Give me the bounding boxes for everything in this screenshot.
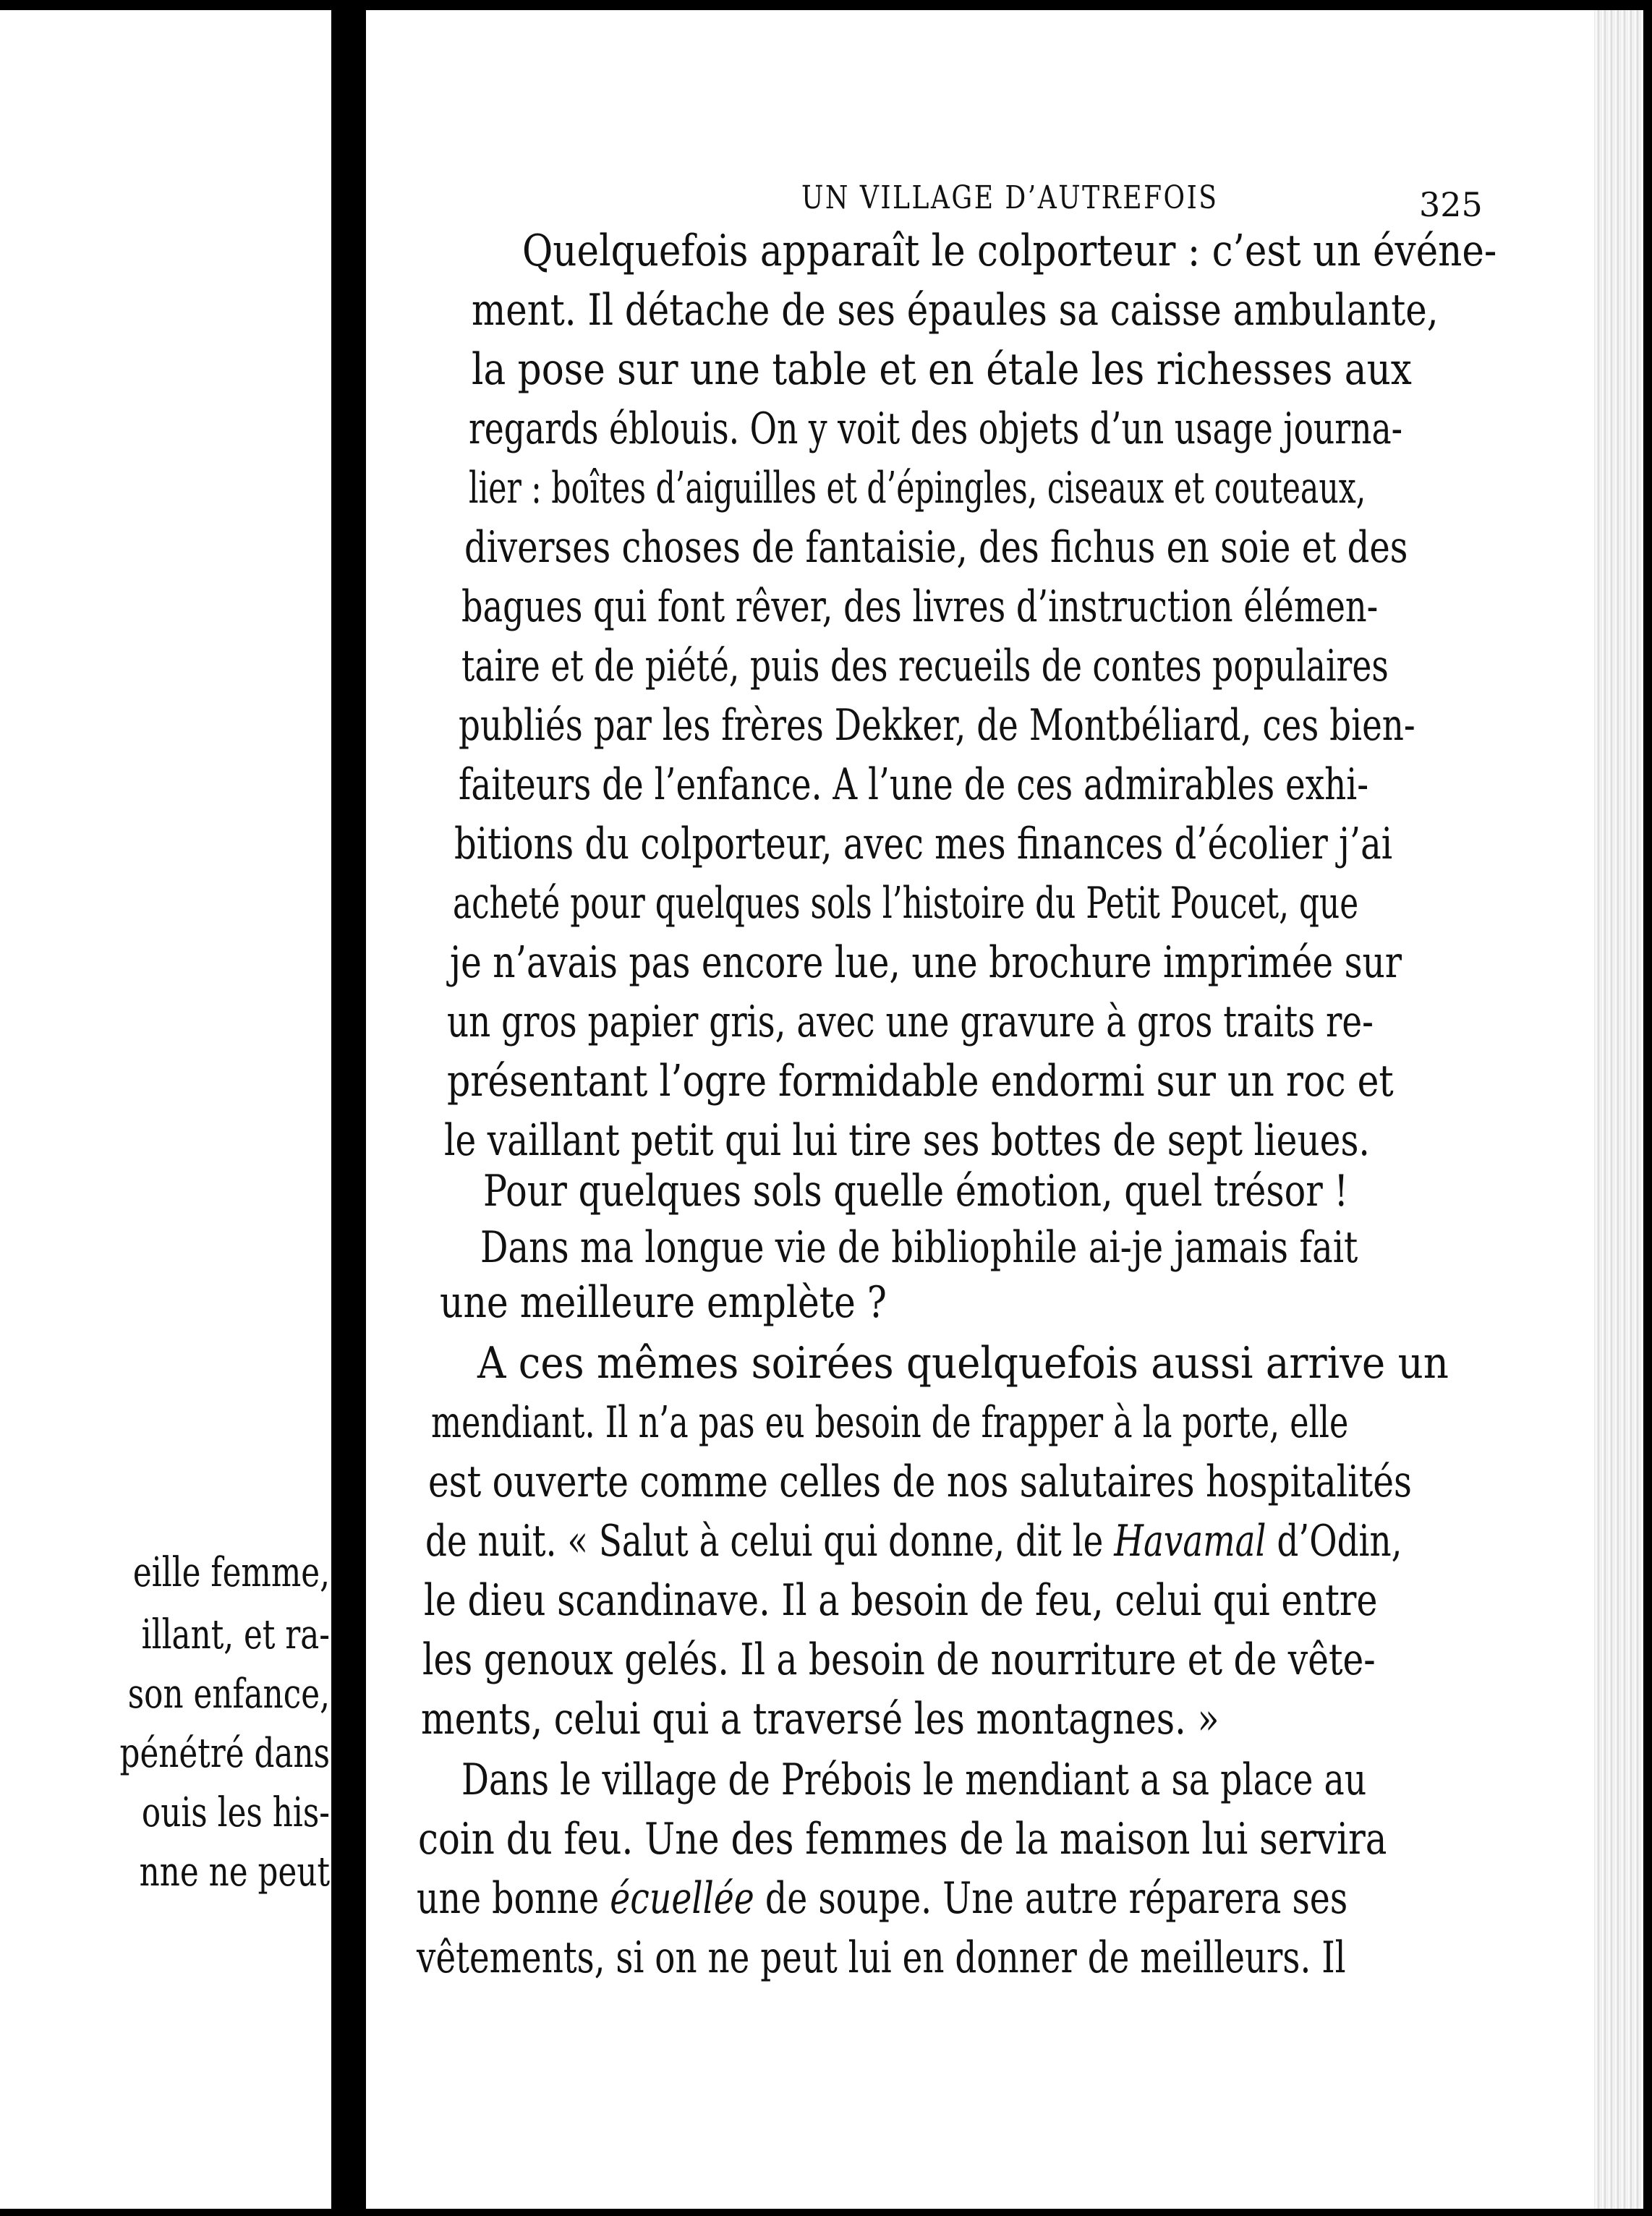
body-line: publiés par les frères Dekker, de Montbéliard, ces bien- — [459, 700, 1415, 751]
body-line: diverses choses de fantaisie, des fichus en soie et des — [464, 522, 1408, 573]
left-page-line: nne ne peut — [139, 1849, 330, 1896]
body-line: bagues qui font rêver, des livres d’instruction élémen- — [461, 581, 1379, 632]
body-line: lier : boîtes d’aiguilles et d’épingles, ciseaux et couteaux, — [469, 463, 1366, 513]
body-line: ments, celui qui a traversé les montagnes. » — [421, 1694, 1219, 1744]
body-text: d’Odin, — [1266, 1516, 1402, 1567]
left-page-line: ouis les his- — [141, 1789, 330, 1836]
body-line: Dans ma longue vie de bibliophile ai-je jamais fait — [480, 1222, 1358, 1273]
body-line: acheté pour quelques sols l’histoire du Petit Poucet, que — [453, 878, 1359, 929]
body-text: de nuit. « Salut à celui qui donne, dit le — [425, 1516, 1115, 1567]
italic-word: écuellée — [610, 1873, 754, 1924]
body-line: le vaillant petit qui lui tire ses bottes de sept lieues. — [444, 1115, 1370, 1166]
body-line: bitions du colporteur, avec mes finances d’écolier j’ai — [454, 819, 1393, 869]
body-line: les genoux gelés. Il a besoin de nourriture et de vête- — [422, 1635, 1376, 1685]
body-line: je n’avais pas encore lue, une brochure imprimée sur — [450, 937, 1402, 988]
body-line: faiteurs de l’enfance. A l’une de ces admirables exhi- — [459, 759, 1369, 810]
left-page-line: illant, et ra- — [141, 1611, 330, 1658]
italic-title: Havamal — [1114, 1516, 1266, 1567]
body-line: présentant l’ogre formidable endormi sur un roc et — [447, 1056, 1394, 1107]
body-line: ment. Il détache de ses épaules sa caisse ambulante, — [472, 285, 1439, 336]
body-line: Pour quelques sols quelle émotion, quel trésor ! — [483, 1166, 1349, 1216]
body-line: vêtements, si on ne peut lui en donner de meilleurs. Il — [417, 1932, 1346, 1983]
body-line: Quelquefois apparaît le colporteur : c’est un événe- — [522, 226, 1497, 276]
left-page-line: pénétré dans — [119, 1730, 330, 1777]
body-line: mendiant. Il n’a pas eu besoin de frapper à la porte, elle — [431, 1397, 1349, 1448]
body-line: Dans le village de Prébois le mendiant a sa place au — [461, 1755, 1367, 1805]
body-line — [417, 1873, 1347, 1924]
body-line: un gros papier gris, avec une gravure à gros traits re- — [447, 997, 1374, 1047]
page-edge — [1594, 10, 1643, 2209]
left-page-line: eille femme, — [132, 1549, 330, 1596]
body-line: A ces mêmes soirées quelquefois aussi arrive un — [477, 1338, 1449, 1389]
body-line: regards éblouis. On y voit des objets d’un usage journa- — [469, 404, 1403, 454]
left-page-line: son enfance, — [127, 1671, 330, 1718]
body-text: une bonne — [417, 1873, 610, 1924]
body-line: taire et de piété, puis des recueils de contes populaires — [461, 641, 1389, 691]
body-text: de soupe. Une autre réparera ses — [754, 1873, 1348, 1924]
page-number: 325 — [1419, 185, 1483, 224]
body-line: est ouverte comme celles de nos salutaires hospitalités — [428, 1457, 1412, 1507]
body-line: la pose sur une table et en étale les richesses aux — [472, 344, 1412, 395]
running-title: UN VILLAGE D’AUTREFOIS — [801, 179, 1219, 216]
left-page-fragment — [0, 10, 331, 2209]
body-line — [425, 1516, 1402, 1567]
body-line: coin du feu. Une des femmes de la maison lui servira — [418, 1814, 1387, 1865]
body-line: le dieu scandinave. Il a besoin de feu, celui qui entre — [424, 1575, 1378, 1626]
body-line: une meilleure emplète ? — [440, 1277, 887, 1328]
